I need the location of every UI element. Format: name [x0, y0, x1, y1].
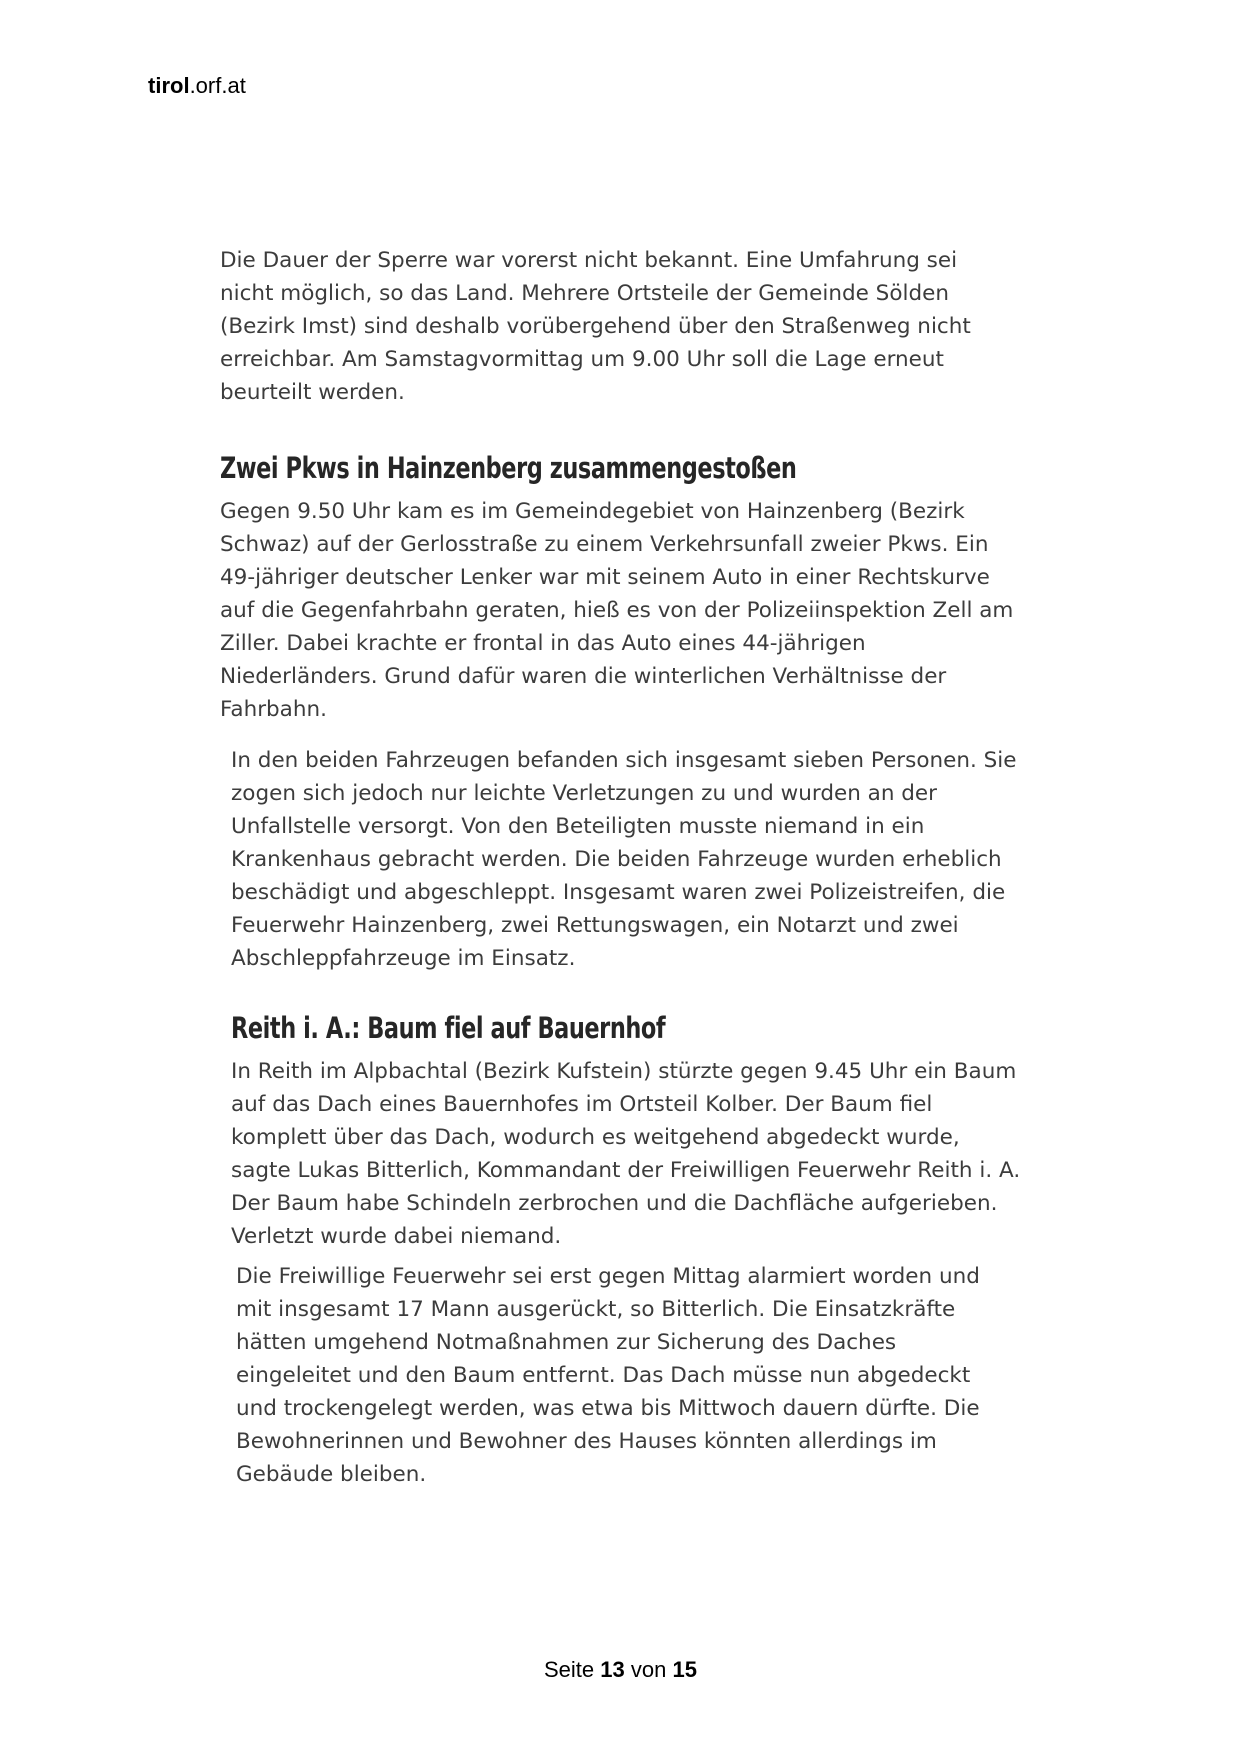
site-header	[148, 73, 246, 99]
article-paragraph-2: Gegen 9.50 Uhr kam es im Gemeindegebiet von Hainzenberg (Bezirk Schwaz) auf der Gerlosstraße zu einem Verkehrsunfall zweier Pkws. Ein 49-jähriger deutscher Lenker war mit seinem Auto in einer Rechtskurve auf die Gegenfahrbahn geraten, hieß es von der Polizeiinspektion Zell am Ziller. Dabei krachte er frontal in das Auto eines 44-jährigen Niederländers. Grund dafür waren die winterlichen Verhältnisse der Fahrbahn.	[220, 499, 1014, 722]
section-heading-collision: Zwei Pkws in Hainzenberg zusammengestoßen	[220, 451, 797, 485]
site-brand: tirol	[148, 73, 190, 98]
footer-of-word: von	[630, 1657, 667, 1682]
article-paragraph-3: In den beiden Fahrzeugen befanden sich insgesamt sieben Personen. Sie zogen sich jedoch nur leichte Verletzungen zu und wurden an der Unfallstelle versorgt. Von den Beteiligten musste niemand in ein Krankenhaus gebracht werden. Die beiden Fahrzeuge wurden erheblich beschädigt und abgeschleppt. Insgesamt waren zwei Polizeistreifen, die Feuerwehr Hainzenberg, zwei Rettungswagen, ein Notarzt und zwei Abschleppfahrzeuge im Einsatz.	[231, 748, 1017, 971]
footer-page-word: Seite	[544, 1657, 595, 1682]
footer-total-pages: 15	[672, 1657, 697, 1682]
article-paragraph-4: In Reith im Alpbachtal (Bezirk Kufstein) stürzte gegen 9.45 Uhr ein Baum auf das Dach eines Bauernhofes im Ortsteil Kolber. Der Baum fiel komplett über das Dach, wodurch es weitgehend abgedeckt wurde, sagte Lukas Bitterlich, Kommandant der Freiwilligen Feuerwehr Reith i. A. Der Baum habe Schindeln zerbrochen und die Dachfläche aufgerieben. Verletzt wurde dabei niemand.	[231, 1059, 1021, 1249]
section-heading-tree: Reith i. A.: Baum fiel auf Bauernhof	[231, 1011, 666, 1045]
site-domain-suffix: .orf.at	[189, 73, 246, 98]
footer-current-page: 13	[600, 1657, 625, 1682]
page-footer	[0, 1657, 1241, 1683]
article-paragraph-5: Die Freiwillige Feuerwehr sei erst gegen Mittag alarmiert worden und mit insgesamt 17 Mann ausgerückt, so Bitterlich. Die Einsatzkräfte hätten umgehend Notmaßnahmen zur Sicherung des Daches eingeleitet und den Baum entfernt. Das Dach müsse nun abgedeckt und trockengelegt werden, was etwa bis Mittwoch dauern dürfte. Die Bewohnerinnen und Bewohner des Hauses könnten allerdings im Gebäude bleiben.	[236, 1264, 980, 1487]
article-paragraph-1: Die Dauer der Sperre war vorerst nicht bekannt. Eine Umfahrung sei nicht möglich, so das Land. Mehrere Ortsteile der Gemeinde Sölden (Bezirk Imst) sind deshalb vorübergehend über den Straßenweg nicht erreichbar. Am Samstagvormittag um 9.00 Uhr soll die Lage erneut beurteilt werden.	[220, 248, 971, 405]
